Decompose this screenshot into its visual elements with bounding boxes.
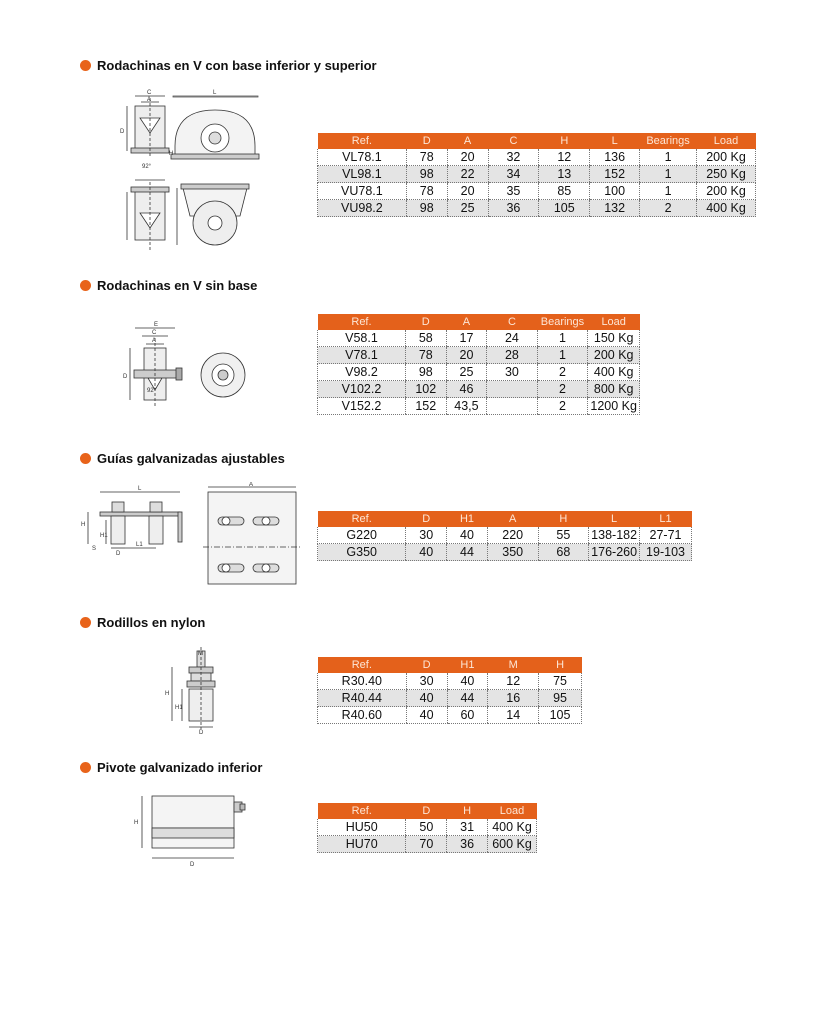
table-cell: 20 (447, 149, 488, 166)
table-cell (487, 398, 537, 415)
table-row (318, 673, 582, 690)
dimension-label: D (190, 862, 195, 868)
table-cell: 25 (447, 200, 488, 217)
table-cell: 2 (537, 364, 588, 381)
column-header: A (487, 511, 538, 527)
column-header: Ref. (318, 314, 406, 330)
table-cell: 40 (447, 527, 488, 544)
orange-bullet-icon (80, 280, 91, 291)
table-row (318, 381, 640, 398)
table-cell (487, 381, 537, 398)
section-title-2 (80, 278, 257, 293)
dimension-label: H (169, 151, 174, 157)
table-cell: 17 (446, 330, 487, 347)
table-cell: 24 (487, 330, 537, 347)
spec-table-3 (317, 511, 692, 561)
table-cell: VU98.2 (318, 200, 407, 217)
dimension-label: A (152, 338, 157, 344)
table-header-row (318, 657, 582, 673)
table-cell: 34 (488, 166, 539, 183)
table-cell: 36 (488, 200, 539, 217)
dimension-label: D (123, 374, 128, 380)
table-header-row (318, 314, 640, 330)
table-cell: 30 (406, 673, 447, 690)
section-title-text: Guías galvanizadas ajustables (97, 451, 285, 466)
table-cell: V152.2 (318, 398, 406, 415)
table-cell: HU50 (318, 819, 406, 836)
table-cell: V78.1 (318, 347, 406, 364)
table-row (318, 544, 692, 561)
table-cell: R40.44 (318, 690, 407, 707)
adjustable-guide-drawing (78, 482, 300, 592)
table-row (318, 707, 582, 724)
table-cell: VL78.1 (318, 149, 407, 166)
table-cell: 100 (590, 183, 640, 200)
table-cell: 32 (488, 149, 539, 166)
table-cell: 1 (537, 347, 588, 364)
table-row (318, 836, 537, 853)
dimension-label: S (92, 546, 97, 552)
table-cell: 150 Kg (588, 330, 640, 347)
table-cell: 31 (447, 819, 488, 836)
table-cell: VL98.1 (318, 166, 407, 183)
table-cell: 40 (406, 690, 447, 707)
table-cell: G220 (318, 527, 406, 544)
dimension-label: 92° (147, 388, 157, 394)
column-header: C (487, 314, 537, 330)
table-row (318, 183, 756, 200)
table-cell: 400 Kg (488, 819, 537, 836)
table-cell: 400 Kg (588, 364, 640, 381)
table-cell: 68 (538, 544, 589, 561)
table-cell: 25 (446, 364, 487, 381)
table-cell: 16 (488, 690, 539, 707)
table-header-row (318, 511, 692, 527)
table-cell: 13 (539, 166, 590, 183)
table-cell: HU70 (318, 836, 406, 853)
v-wheel-no-base-drawing (120, 318, 255, 413)
table-cell: 30 (406, 527, 447, 544)
table-row (318, 527, 692, 544)
column-header: Ref. (318, 511, 406, 527)
dimension-label: L1 (136, 542, 143, 548)
column-header: Load (488, 803, 537, 819)
table-cell: 102 (405, 381, 446, 398)
table-cell: 22 (447, 166, 488, 183)
column-header: H (539, 657, 582, 673)
table-cell: 27-71 (640, 527, 692, 544)
spec-table-5 (317, 803, 537, 853)
table-cell: 75 (539, 673, 582, 690)
column-header: A (447, 133, 488, 149)
orange-bullet-icon (80, 617, 91, 628)
column-header: Ref. (318, 803, 406, 819)
table-cell: 46 (446, 381, 487, 398)
column-header: H1 (447, 511, 488, 527)
column-header: H1 (447, 657, 488, 673)
table-cell: 1 (640, 149, 697, 166)
orange-bullet-icon (80, 762, 91, 773)
column-header: Load (588, 314, 640, 330)
table-cell: 105 (539, 200, 590, 217)
table-cell: 44 (447, 690, 488, 707)
table-cell: 220 (487, 527, 538, 544)
table-cell: 200 Kg (697, 149, 756, 166)
galvanized-pivot-drawing (130, 790, 250, 870)
dimension-label: H1 (175, 705, 183, 711)
spec-table-1 (317, 133, 756, 217)
table-cell: 30 (487, 364, 537, 381)
column-header: Bearings (537, 314, 588, 330)
column-header: D (406, 803, 447, 819)
table-cell: 132 (590, 200, 640, 217)
dimension-label: A (147, 97, 152, 103)
column-header: Bearings (640, 133, 697, 149)
table-cell: 1 (640, 183, 697, 200)
table-cell: 250 Kg (697, 166, 756, 183)
table-cell: 40 (406, 707, 447, 724)
column-header: Ref. (318, 657, 407, 673)
table-cell: 12 (539, 149, 590, 166)
table-cell: 78 (406, 149, 447, 166)
table-cell: 36 (447, 836, 488, 853)
dimension-label: C (152, 330, 157, 336)
column-header: D (406, 657, 447, 673)
table-row (318, 166, 756, 183)
table-cell: R30.40 (318, 673, 407, 690)
spec-table-2 (317, 314, 640, 415)
table-cell: 78 (405, 347, 446, 364)
table-cell: 55 (538, 527, 589, 544)
table-cell: V58.1 (318, 330, 406, 347)
orange-bullet-icon (80, 453, 91, 464)
table-cell: 1 (537, 330, 588, 347)
column-header: H (538, 511, 589, 527)
table-header-row (318, 803, 537, 819)
nylon-roller-drawing (160, 645, 230, 737)
table-cell: 1 (640, 166, 697, 183)
table-cell: 14 (488, 707, 539, 724)
table-cell: 350 (487, 544, 538, 561)
table-cell: 98 (406, 166, 447, 183)
table-cell: 60 (447, 707, 488, 724)
column-header: C (488, 133, 539, 149)
table-cell: 136 (590, 149, 640, 166)
column-header: A (446, 314, 487, 330)
table-cell: 176-260 (589, 544, 640, 561)
table-cell: 28 (487, 347, 537, 364)
section-title-5 (80, 760, 262, 775)
table-cell: 200 Kg (697, 183, 756, 200)
section-title-text: Rodillos en nylon (97, 615, 206, 630)
column-header: H (447, 803, 488, 819)
table-cell: 44 (447, 544, 488, 561)
v-wheel-base-drawing (115, 88, 275, 263)
dimension-label: M (198, 651, 203, 657)
table-row (318, 200, 756, 217)
table-cell: 2 (537, 381, 588, 398)
table-cell: 2 (640, 200, 697, 217)
dimension-label: C (147, 90, 152, 96)
dimension-label: D (116, 551, 121, 557)
dimension-label: H (134, 820, 139, 826)
table-cell: 40 (406, 544, 447, 561)
column-header: D (405, 314, 446, 330)
table-row (318, 330, 640, 347)
column-header: L (590, 133, 640, 149)
table-cell: 1200 Kg (588, 398, 640, 415)
dimension-label: D (120, 129, 125, 135)
table-cell: V98.2 (318, 364, 406, 381)
table-row (318, 819, 537, 836)
table-cell: 400 Kg (697, 200, 756, 217)
table-cell: 105 (539, 707, 582, 724)
section-title-text: Pivote galvanizado inferior (97, 760, 263, 775)
column-header: L (589, 511, 640, 527)
section-title-4 (80, 615, 205, 630)
table-cell: 152 (590, 166, 640, 183)
table-cell: 20 (447, 183, 488, 200)
table-cell: 19-103 (640, 544, 692, 561)
table-cell: VU78.1 (318, 183, 407, 200)
table-header-row (318, 133, 756, 149)
table-row (318, 364, 640, 381)
column-header: Load (697, 133, 756, 149)
table-cell: 85 (539, 183, 590, 200)
dimension-label: L (213, 90, 217, 96)
table-cell: 12 (488, 673, 539, 690)
column-header: Ref. (318, 133, 407, 149)
table-cell: 20 (446, 347, 487, 364)
table-cell: 35 (488, 183, 539, 200)
section-title-3 (80, 451, 285, 466)
section-title-1 (80, 58, 377, 73)
table-cell: 43,5 (446, 398, 487, 415)
table-cell: 50 (406, 819, 447, 836)
dimension-label: H (165, 691, 170, 697)
table-cell: 2 (537, 398, 588, 415)
table-cell: 138-182 (589, 527, 640, 544)
dimension-label: A (249, 482, 254, 488)
dimension-label: D (199, 730, 204, 736)
column-header: M (488, 657, 539, 673)
table-cell: 152 (405, 398, 446, 415)
section-title-text: Rodachinas en V con base inferior y superior (97, 58, 377, 73)
table-row (318, 690, 582, 707)
table-cell: 40 (447, 673, 488, 690)
dimension-label: 92° (142, 164, 152, 170)
table-row (318, 398, 640, 415)
table-cell: 600 Kg (488, 836, 537, 853)
column-header: D (406, 133, 447, 149)
section-title-text: Rodachinas en V sin base (97, 278, 258, 293)
spec-table-4 (317, 657, 582, 724)
orange-bullet-icon (80, 60, 91, 71)
table-cell: R40.60 (318, 707, 407, 724)
table-cell: 98 (405, 364, 446, 381)
column-header: D (406, 511, 447, 527)
table-cell: 78 (406, 183, 447, 200)
table-row (318, 347, 640, 364)
table-cell: G350 (318, 544, 406, 561)
dimension-label: H (81, 522, 86, 528)
table-cell: 95 (539, 690, 582, 707)
table-cell: 58 (405, 330, 446, 347)
dimension-label: E (154, 322, 159, 328)
dimension-label: L (138, 486, 142, 492)
column-header: L1 (640, 511, 692, 527)
table-cell: 70 (406, 836, 447, 853)
table-row (318, 149, 756, 166)
dimension-label: H1 (100, 533, 108, 539)
table-cell: 200 Kg (588, 347, 640, 364)
table-cell: 98 (406, 200, 447, 217)
column-header: H (539, 133, 590, 149)
table-cell: V102.2 (318, 381, 406, 398)
table-cell: 800 Kg (588, 381, 640, 398)
